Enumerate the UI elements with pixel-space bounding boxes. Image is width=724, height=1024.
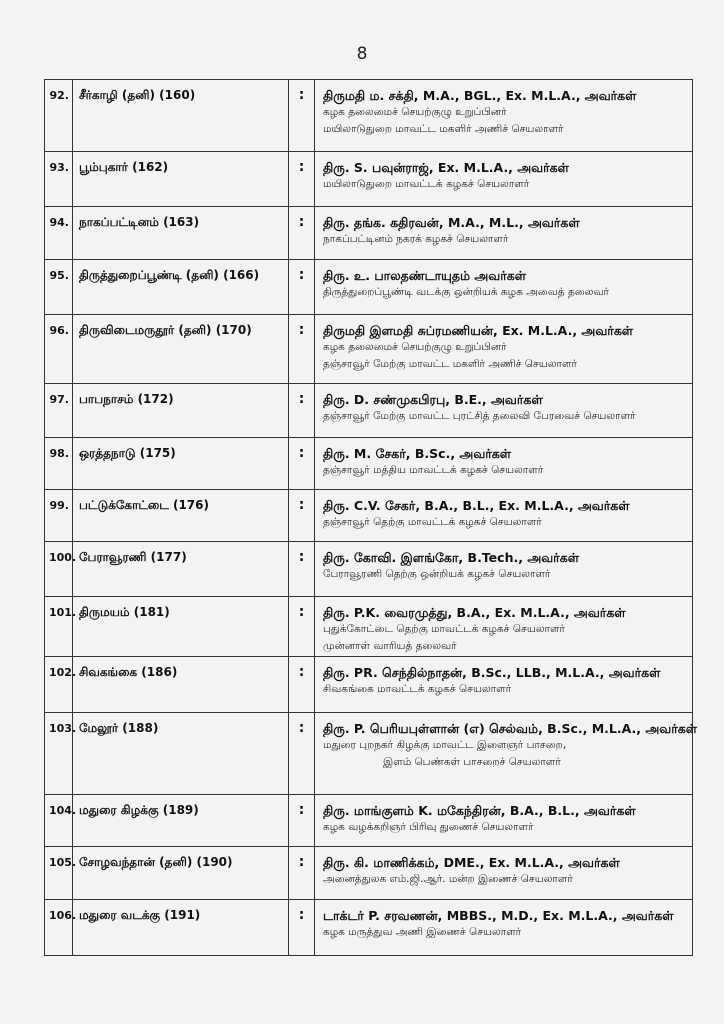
candidate-position: இளம் பெண்கள் பாசறைச் செயலாளர் xyxy=(383,756,561,768)
candidate-name: திரு. P.K. வைரமுத்து, B.A., Ex. M.L.A., அவர்கள் xyxy=(323,605,626,620)
serial-number: 106. xyxy=(45,900,73,955)
candidate-details xyxy=(315,713,698,794)
candidate-details xyxy=(315,542,693,596)
constituency-name: மதுரை கிழக்கு (189) xyxy=(73,795,289,846)
constituency-name: சிவகங்கை (186) xyxy=(73,657,289,712)
candidate-name: திருமதி இளமதி சுப்ரமணியன், Ex. M.L.A., அவர்கள் xyxy=(323,323,634,338)
table-row xyxy=(45,657,693,713)
constituency-name: ஒரத்தநாடு (175) xyxy=(73,438,289,489)
candidate-position: கழக தலைமைச் செயற்குழு உறுப்பினர் xyxy=(323,341,507,353)
page-number: 8 xyxy=(356,44,368,64)
candidate-details xyxy=(315,795,693,846)
candidate-position: புதுக்கோட்டை தெற்கு மாவட்டக் கழகச் செயலாளர் xyxy=(323,623,565,635)
serial-number: 98. xyxy=(45,438,73,489)
serial-number: 97. xyxy=(45,384,73,437)
candidate-name: திரு. PR. செந்தில்நாதன், B.Sc., LLB., M.L.A., அவர்கள் xyxy=(323,665,661,680)
candidate-position: பேராவூரணி தெற்கு ஒன்றியக் கழகச் செயலாளர் xyxy=(323,568,551,580)
serial-number: 94. xyxy=(45,207,73,259)
serial-number: 96. xyxy=(45,315,73,383)
constituency-name: பாபநாசம் (172) xyxy=(73,384,289,437)
table-row xyxy=(45,597,693,657)
separator-colon: : xyxy=(289,900,315,955)
candidate-table xyxy=(44,79,698,956)
candidate-name: திரு. தங்க. கதிரவன், M.A., M.L., அவர்கள் xyxy=(323,215,580,230)
separator-colon: : xyxy=(289,260,315,314)
candidate-name: திரு. M. சேகர், B.Sc., அவர்கள் xyxy=(323,446,512,461)
constituency-name: திருவிடைமருதூர் (தனி) (170) xyxy=(73,315,289,383)
separator-colon: : xyxy=(289,847,315,899)
candidate-position: தஞ்சாவூர் மேற்கு மாவட்ட புரட்சித் தலைவி பேரவைச் செயலாளர் xyxy=(323,410,636,422)
candidate-position: கழக தலைமைச் செயற்குழு உறுப்பினர் xyxy=(323,106,507,118)
candidate-name: திரு. உ. பாலதண்டாயுதம் அவர்கள் xyxy=(323,268,527,283)
candidate-position: மயிலாடுதுறை மாவட்டக் கழகச் செயலாளர் xyxy=(323,178,530,190)
candidate-name: திரு. D. சண்முகபிரபு, B.E., அவர்கள் xyxy=(323,392,543,407)
table-row xyxy=(45,795,693,847)
constituency-name: மேலூர் (188) xyxy=(73,713,289,794)
candidate-details xyxy=(315,900,693,955)
table-row xyxy=(45,542,693,597)
candidate-position: திருத்துறைப்பூண்டி வடக்கு ஒன்றியக் கழக அவைத் தலைவர் xyxy=(323,286,609,298)
table-row xyxy=(45,80,693,152)
table-row xyxy=(45,847,693,900)
constituency-name: மதுரை வடக்கு (191) xyxy=(73,900,289,955)
separator-colon: : xyxy=(289,315,315,383)
candidate-details xyxy=(315,260,693,314)
table-row xyxy=(45,152,693,207)
serial-number: 101. xyxy=(45,597,73,656)
constituency-name: சோழவந்தான் (தனி) (190) xyxy=(73,847,289,899)
serial-number: 103. xyxy=(45,713,73,794)
candidate-position: சிவகங்கை மாவட்டக் கழகச் செயலாளர் xyxy=(323,683,512,695)
separator-colon: : xyxy=(289,80,315,151)
candidate-details xyxy=(315,657,693,712)
table-row xyxy=(45,490,693,542)
candidate-details xyxy=(315,847,693,899)
candidate-position: கழக மருத்துவ அணி இணைச் செயலாளர் xyxy=(323,926,522,938)
constituency-name: நாகப்பட்டினம் (163) xyxy=(73,207,289,259)
candidate-name: திரு. C.V. சேகர், B.A., B.L., Ex. M.L.A., அவர்கள் xyxy=(323,498,630,513)
candidate-details xyxy=(315,80,693,151)
constituency-name: பூம்புகார் (162) xyxy=(73,152,289,206)
candidate-position: தஞ்சாவூர் மத்திய மாவட்டக் கழகச் செயலாளர் xyxy=(323,464,544,476)
serial-number: 92. xyxy=(45,80,73,151)
candidate-position: தஞ்சாவூர் தெற்கு மாவட்டக் கழகச் செயலாளர் xyxy=(323,516,542,528)
candidate-name: திரு. கி. மாணிக்கம், DME., Ex. M.L.A., அவர்கள் xyxy=(323,855,620,870)
serial-number: 95. xyxy=(45,260,73,314)
constituency-name: திருமயம் (181) xyxy=(73,597,289,656)
separator-colon: : xyxy=(289,152,315,206)
serial-number: 100. xyxy=(45,542,73,596)
serial-number: 99. xyxy=(45,490,73,541)
constituency-name: சீர்காழி (தனி) (160) xyxy=(73,80,289,151)
candidate-details xyxy=(315,490,693,541)
candidate-name: திருமதி ம. சக்தி, M.A., BGL., Ex. M.L.A., அவர்கள் xyxy=(323,88,637,103)
constituency-name: பட்டுக்கோட்டை (176) xyxy=(73,490,289,541)
separator-colon: : xyxy=(289,597,315,656)
candidate-position: கழக வழக்கறிஞர் பிரிவு துணைச் செயலாளர் xyxy=(323,821,534,833)
candidate-name: திரு. கோவி. இளங்கோ, B.Tech., அவர்கள் xyxy=(323,550,579,565)
serial-number: 105. xyxy=(45,847,73,899)
candidate-position: மயிலாடுதுறை மாவட்ட மகளிர் அணிச் செயலாளர் xyxy=(323,123,564,135)
serial-number: 93. xyxy=(45,152,73,206)
table-row xyxy=(45,713,698,795)
separator-colon: : xyxy=(289,795,315,846)
candidate-details xyxy=(315,384,693,437)
candidate-position: முன்னாள் வாரியத் தலைவர் xyxy=(323,640,457,652)
candidate-position: தஞ்சாவூர் மேற்கு மாவட்ட மகளிர் அணிச் செயலாளர் xyxy=(323,358,577,370)
serial-number: 104. xyxy=(45,795,73,846)
separator-colon: : xyxy=(289,542,315,596)
table-row xyxy=(45,207,693,260)
table-row xyxy=(45,438,693,490)
candidate-details xyxy=(315,597,693,656)
serial-number: 102. xyxy=(45,657,73,712)
table-row xyxy=(45,900,693,956)
separator-colon: : xyxy=(289,657,315,712)
candidate-position: அனைத்துலக எம்.ஜி.ஆர். மன்ற இணைச் செயலாளர் xyxy=(323,873,573,885)
candidate-name: திரு. S. பவுன்ராஜ், Ex. M.L.A., அவர்கள் xyxy=(323,160,569,175)
constituency-name: பேராவூரணி (177) xyxy=(73,542,289,596)
candidate-name: டாக்டர் P. சரவணன், MBBS., M.D., Ex. M.L.A., அவர்கள் xyxy=(323,908,674,923)
candidate-details xyxy=(315,207,693,259)
table-row xyxy=(45,384,693,438)
separator-colon: : xyxy=(289,384,315,437)
separator-colon: : xyxy=(289,490,315,541)
separator-colon: : xyxy=(289,713,315,794)
constituency-name: திருத்துறைப்பூண்டி (தனி) (166) xyxy=(73,260,289,314)
candidate-name: திரு. P. பெரியபுள்ளான் (எ) செல்வம், B.Sc., M.L.A., அவர்கள் xyxy=(323,721,698,736)
separator-colon: : xyxy=(289,438,315,489)
candidate-details xyxy=(315,438,693,489)
separator-colon: : xyxy=(289,207,315,259)
candidate-details xyxy=(315,315,693,383)
table-row xyxy=(45,315,693,384)
table-row xyxy=(45,260,693,315)
candidate-position: நாகப்பட்டினம் நகரக் கழகச் செயலாளர் xyxy=(323,233,509,245)
candidate-position: மதுரை புறநகர் கிழக்கு மாவட்ட இளைஞர் பாசறை, xyxy=(323,739,567,751)
candidate-name: திரு. மாங்குளம் K. மகேந்திரன், B.A., B.L., அவர்கள் xyxy=(323,803,636,818)
candidate-details xyxy=(315,152,693,206)
